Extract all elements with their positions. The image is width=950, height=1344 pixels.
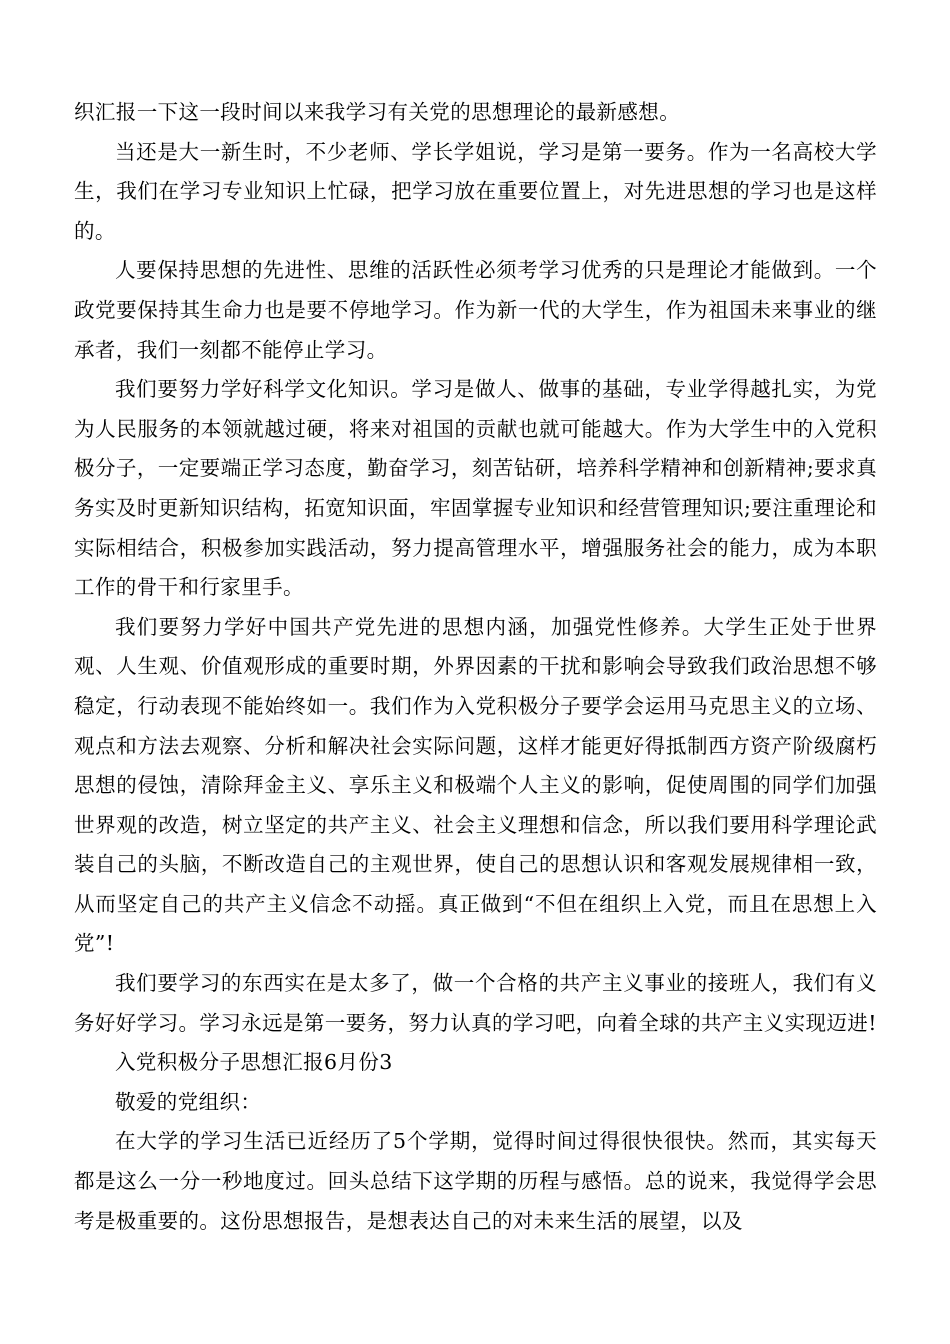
document-page [74,93,877,1241]
paragraph: 我们要努力学好中国共产党先进的思想内涵，加强党性修养。大学生正处于世界观、人生观、价值观形成的重要时期，外界因素的干扰和影响会导致我们政治思想不够稳定，行动表现不能始终如一。我们作为入党积极分子要学会运用马克思主义的立场、观点和方法去观察、分析和解决社会实际问题，这样才能更好得抵制西方资产阶级腐朽思想的侵蚀，清除拜金主义、享乐主义和极端个人主义的影响，促使周围的同学们加强世界观的改造，树立坚定的共产主义、社会主义理想和信念，所以我们要用科学理论武装自己的头脑，不断改造自己的主观世界，使自己的思想认识和客观发展规律相一致，从而坚定自己的共产主义信念不动摇。真正做到“不但在组织上入党，而且在思想上入党”! [74,614,877,956]
paragraph: 我们要学习的东西实在是太多了，做一个合格的共产主义事业的接班人，我们有义务好好学习。学习永远是第一要务，努力认真的学习吧，向着全球的共产主义实现迈进! [74,971,877,1035]
salutation: 敬爱的党组织： [115,1089,262,1114]
paragraph: 当还是大一新生时，不少老师、学长学姐说，学习是第一要务。作为一名高校大学生，我们在学习专业知识上忙碌，把学习放在重要位置上，对先进思想的学习也是这样的。 [74,139,877,243]
paragraph-continuation: 织汇报一下这一段时间以来我学习有关党的思想理论的最新感想。 [74,100,681,124]
paragraph: 在大学的学习生活已近经历了5个学期，觉得时间过得很快很快。然而，其实每天都是这么一分一秒地度过。回头总结下这学期的历程与感悟。总的说来，我觉得学会思考是极重要的。这份思想报告，是想表达自己的对未来生活的展望，以及 [74,1129,877,1233]
paragraph: 我们要努力学好科学文化知识。学习是做人、做事的基础，专业学得越扎实，为党为人民服务的本领就越过硬，将来对祖国的贡献也就可能越大。作为大学生中的入党积极分子，一定要端正学习态度，勤奋学习，刻苦钻研，培养科学精神和创新精神;要求真务实及时更新知识结构，拓宽知识面，牢固掌握专业知识和经营管理知识;要注重理论和实际相结合，积极参加实践活动，努力提高管理水平，增强服务社会的能力，成为本职工作的骨干和行家里手。 [74,377,877,600]
paragraph: 人要保持思想的先进性、思维的活跃性必须考学习优秀的只是理论才能做到。一个政党要保持其生命力也是要不停地学习。作为新一代的大学生，作为祖国未来事业的继承者，我们一刻都不能停止学习。 [74,258,877,362]
section-title: 入党积极分子思想汇报6月份3 [115,1050,393,1075]
